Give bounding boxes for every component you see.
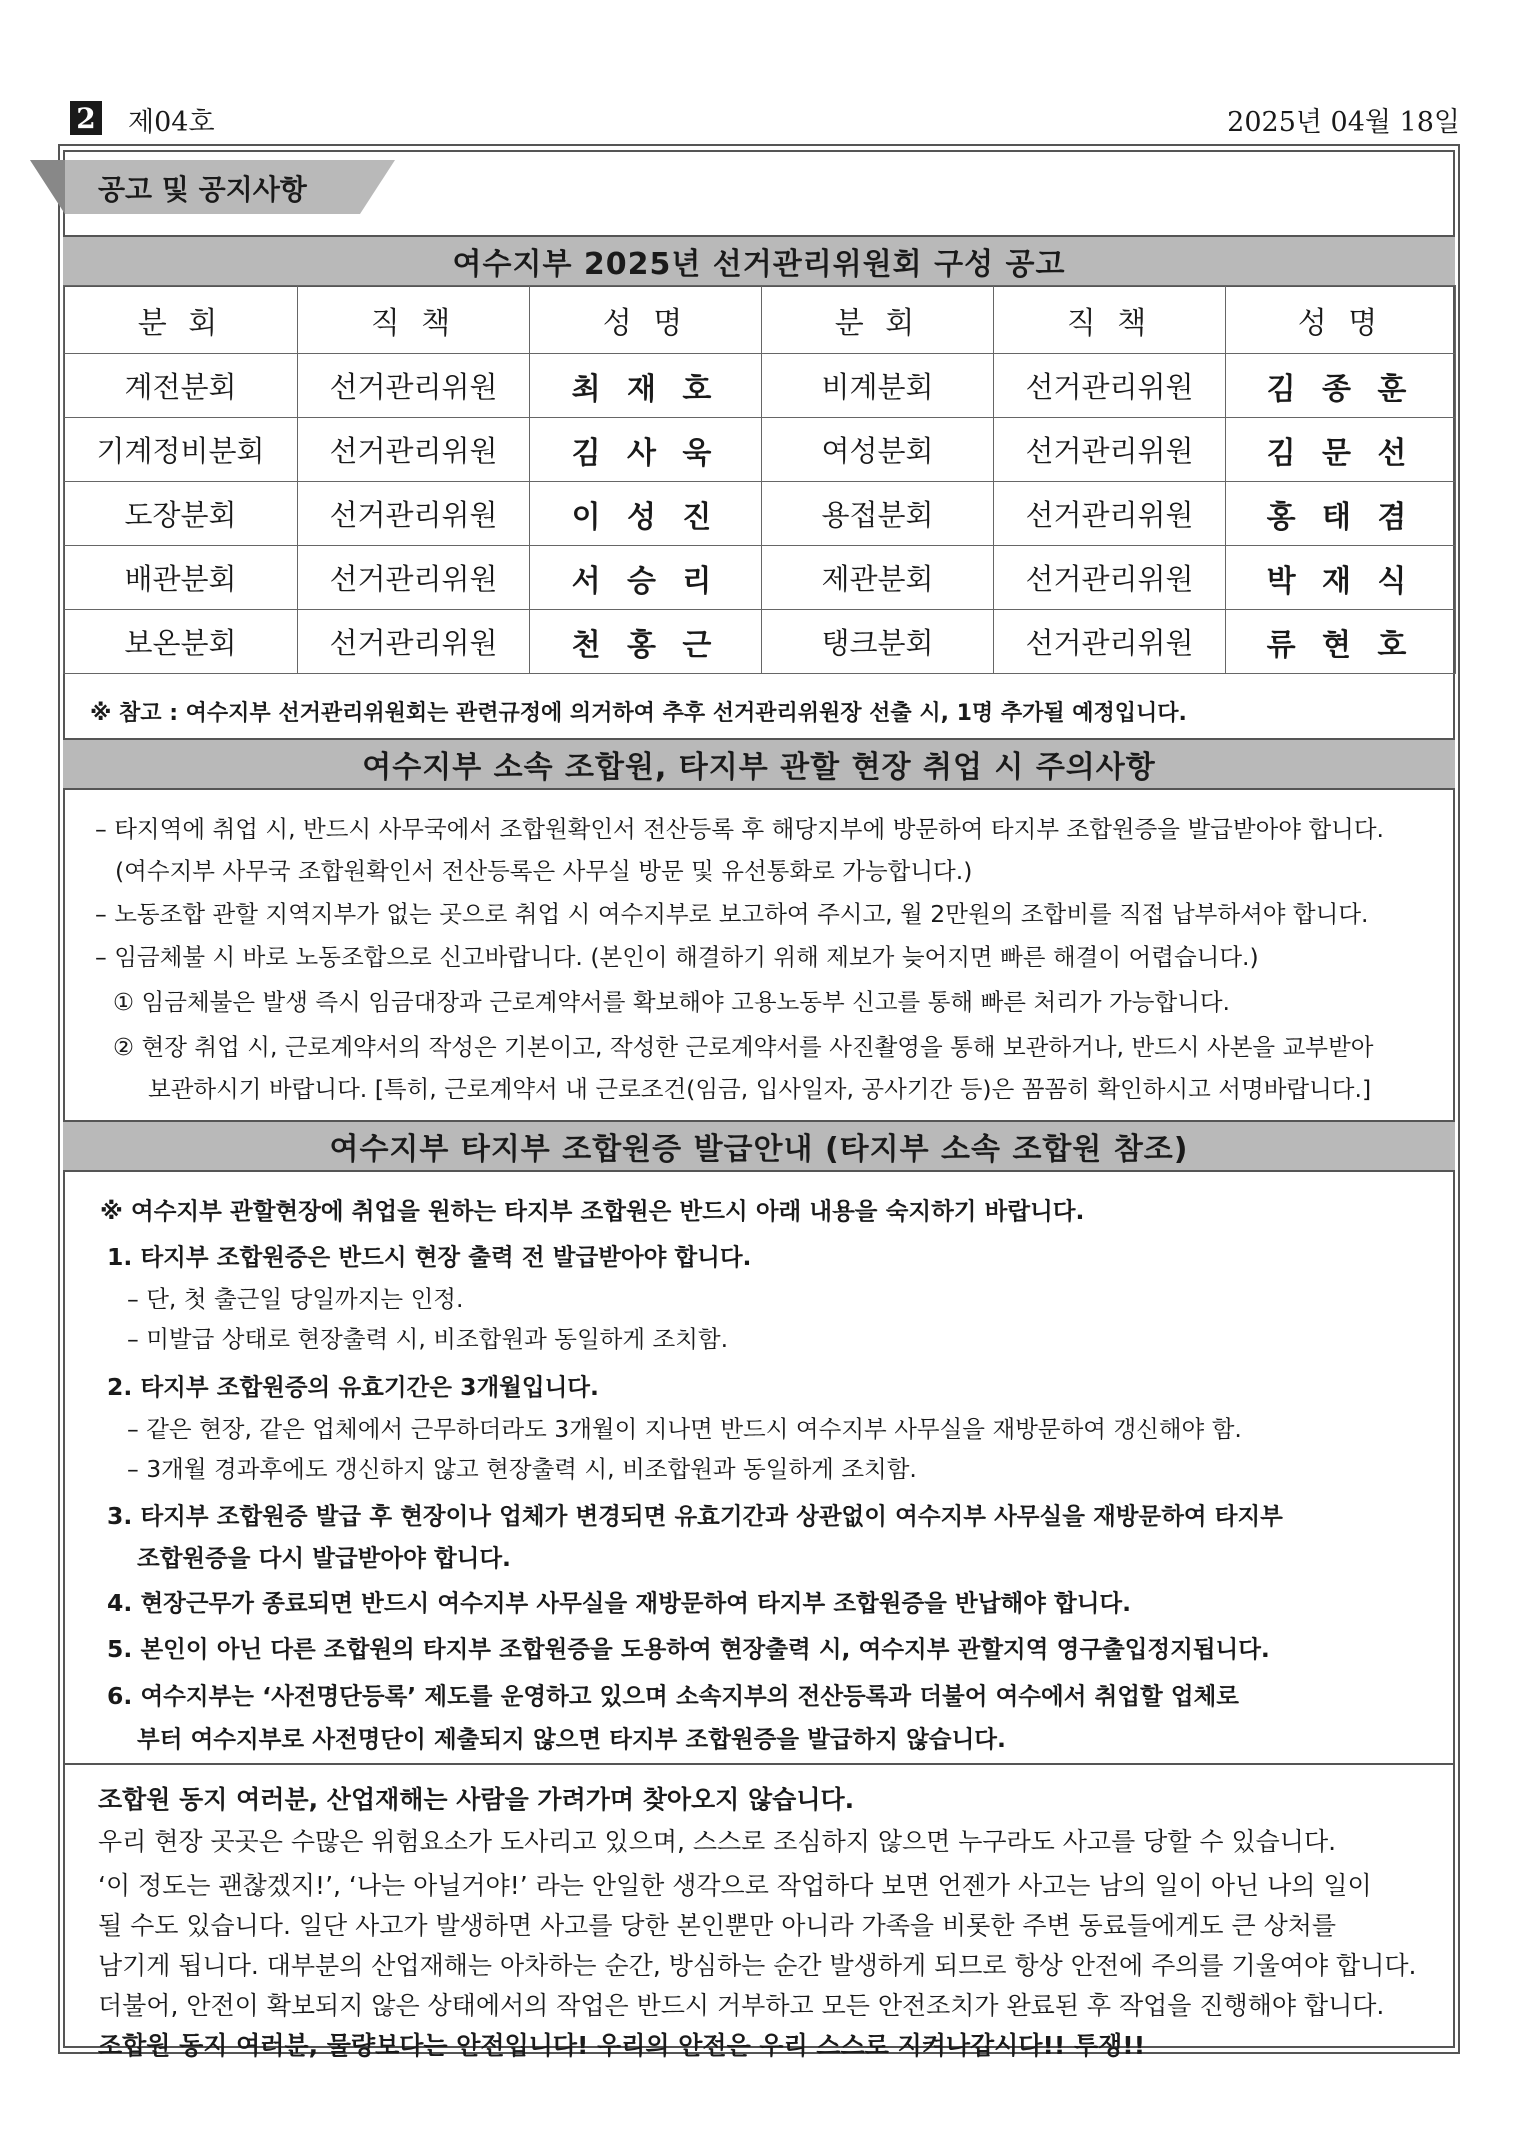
guide-line: – 단, 첫 출근일 당일까지는 인정. (127, 1285, 464, 1313)
column-header: 성 명 (1226, 286, 1456, 354)
position-cell: 선거관리위원 (298, 546, 530, 610)
caution-line: (여수지부 사무국 조합원확인서 전산등록은 사무실 방문 및 유선통화로 가능합니다.) (115, 857, 973, 885)
branch-cell: 계전분회 (64, 354, 298, 418)
branch-cell: 제관분회 (762, 546, 994, 610)
name-cell: 김 사 욱 (530, 418, 762, 482)
election-committee-title: 여수지부 2025년 선거관리위원회 구성 공고 (63, 235, 1455, 287)
table-row (64, 482, 1456, 546)
column-header: 성 명 (530, 286, 762, 354)
guide-line: 6. 여수지부는 ‘사전명단등록’ 제도를 운영하고 있으며 소속지부의 전산등록과 더불어 여수에서 취업할 업체로 (107, 1682, 1239, 1710)
position-cell: 선거관리위원 (298, 418, 530, 482)
guide-line: ※ 여수지부 관할현장에 취업을 원하는 타지부 조합원은 반드시 아래 내용을 숙지하기 바랍니다. (100, 1197, 1085, 1225)
issue-number: 제04호 (128, 107, 215, 138)
guide-line: 2. 타지부 조합원증의 유효기간은 3개월입니다. (107, 1373, 599, 1401)
guide-line: 4. 현장근무가 종료되면 반드시 여수지부 사무실을 재방문하여 타지부 조합원증을 반납해야 합니다. (107, 1589, 1132, 1617)
name-cell: 김 종 훈 (1226, 354, 1456, 418)
name-cell: 이 성 진 (530, 482, 762, 546)
position-cell: 선거관리위원 (298, 610, 530, 674)
position-cell: 선거관리위원 (994, 418, 1226, 482)
caution-line: – 임금체불 시 바로 노동조합으로 신고바랍니다. (본인이 해결하기 위해 제보가 늦어지면 빠른 해결이 어렵습니다.) (95, 943, 1259, 971)
closing-line: 우리 현장 곳곳은 수많은 위험요소가 도사리고 있으며, 스스로 조심하지 않으면 누구라도 사고를 당할 수 있습니다. (98, 1827, 1337, 1856)
column-header: 분 회 (762, 286, 994, 354)
branch-cell: 탱크분회 (762, 610, 994, 674)
section-divider (63, 1763, 1455, 1765)
caution-line: ① 임금체불은 발생 즉시 임금대장과 근로계약서를 확보해야 고용노동부 신고를 통해 빠른 처리가 가능합니다. (113, 988, 1231, 1016)
name-cell: 천 홍 근 (530, 610, 762, 674)
guide-line: – 같은 현장, 같은 업체에서 근무하더라도 3개월이 지나면 반드시 여수지부 사무실을 재방문하여 갱신해야 함. (127, 1415, 1242, 1443)
table-row (64, 354, 1456, 418)
name-cell: 서 승 리 (530, 546, 762, 610)
closing-line: 조합원 동지 여러분, 산업재해는 사람을 가려가며 찾아오지 않습니다. (98, 1785, 855, 1814)
caution-line: ② 현장 취업 시, 근로계약서의 작성은 기본이고, 작성한 근로계약서를 사진촬영을 통해 보관하거나, 반드시 사본을 교부받아 (113, 1033, 1374, 1061)
branch-cell: 기계정비분회 (64, 418, 298, 482)
caution-title: 여수지부 소속 조합원, 타지부 관할 현장 취업 시 주의사항 (63, 738, 1455, 790)
section-tab-label: 공고 및 공지사항 (98, 173, 307, 206)
branch-cell: 보온분회 (64, 610, 298, 674)
guide-line: 5. 본인이 아닌 다른 조합원의 타지부 조합원증을 도용하여 현장출력 시, 여수지부 관할지역 영구출입정지됩니다. (107, 1635, 1270, 1663)
guide-line: 부터 여수지부로 사전명단이 제출되지 않으면 타지부 조합원증을 발급하지 않습니다. (137, 1725, 1006, 1753)
position-cell: 선거관리위원 (994, 354, 1226, 418)
closing-line: 남기게 됩니다. 대부분의 산업재해는 아차하는 순간, 방심하는 순간 발생하게 되므로 항상 안전에 주의를 기울여야 합니다. (98, 1951, 1417, 1980)
table-row (64, 418, 1456, 482)
closing-line: 더불어, 안전이 확보되지 않은 상태에서의 작업은 반드시 거부하고 모든 안전조치가 완료된 후 작업을 진행해야 합니다. (98, 1991, 1385, 2020)
closing-line: 조합원 동지 여러분, 물량보다는 안전입니다! 우리의 안전은 우리 스스로 지켜나갑시다!! 투쟁!! (98, 2031, 1146, 2060)
publish-date: 2025년 04월 18일 (1227, 107, 1460, 138)
position-cell: 선거관리위원 (298, 482, 530, 546)
branch-cell: 도장분회 (64, 482, 298, 546)
position-cell: 선거관리위원 (994, 610, 1226, 674)
branch-cell: 여성분회 (762, 418, 994, 482)
guide-line: 1. 타지부 조합원증은 반드시 현장 출력 전 발급받아야 합니다. (107, 1243, 752, 1271)
election-committee-table (63, 285, 1456, 674)
caution-line: 보관하시기 바랍니다. [특히, 근로계약서 내 근로조건(임금, 입사일자, 공사기간 등)은 꼼꼼히 확인하시고 서명바랍니다.] (148, 1075, 1372, 1103)
guide-line: – 미발급 상태로 현장출력 시, 비조합원과 동일하게 조치함. (127, 1325, 729, 1353)
name-cell: 김 문 선 (1226, 418, 1456, 482)
branch-cell: 배관분회 (64, 546, 298, 610)
table-row (64, 546, 1456, 610)
guide-line: – 3개월 경과후에도 갱신하지 않고 현장출력 시, 비조합원과 동일하게 조치함. (127, 1455, 917, 1483)
closing-line: 될 수도 있습니다. 일단 사고가 발생하면 사고를 당한 본인뿐만 아니라 가족을 비롯한 주변 동료들에게도 큰 상처를 (98, 1911, 1337, 1940)
committee-note: ※ 참고 : 여수지부 선거관리위원회는 관련규정에 의거하여 추후 선거관리위원장 선출 시, 1명 추가될 예정입니다. (90, 701, 1187, 726)
branch-cell: 용접분회 (762, 482, 994, 546)
guide-line: 조합원증을 다시 발급받아야 합니다. (137, 1544, 511, 1572)
guide-line: 3. 타지부 조합원증 발급 후 현장이나 업체가 변경되면 유효기간과 상관없이 여수지부 사무실을 재방문하여 타지부 (107, 1502, 1283, 1530)
page-number: 2 (70, 101, 102, 135)
name-cell: 최 재 호 (530, 354, 762, 418)
caution-line: – 노동조합 관할 지역지부가 없는 곳으로 취업 시 여수지부로 보고하여 주시고, 월 2만원의 조합비를 직접 납부하셔야 합니다. (95, 900, 1369, 928)
table-header-row (64, 286, 1456, 354)
name-cell: 박 재 식 (1226, 546, 1456, 610)
position-cell: 선거관리위원 (994, 546, 1226, 610)
name-cell: 류 현 호 (1226, 610, 1456, 674)
name-cell: 홍 태 겸 (1226, 482, 1456, 546)
card-guide-title: 여수지부 타지부 조합원증 발급안내 (타지부 소속 조합원 참조) (63, 1120, 1455, 1172)
column-header: 직 책 (994, 286, 1226, 354)
column-header: 분 회 (64, 286, 298, 354)
branch-cell: 비계분회 (762, 354, 994, 418)
table-row (64, 610, 1456, 674)
closing-line: ‘이 정도는 괜찮겠지!’, ‘나는 아닐거야!’ 라는 안일한 생각으로 작업하다 보면 언젠가 사고는 남의 일이 아닌 나의 일이 (98, 1871, 1372, 1900)
position-cell: 선거관리위원 (298, 354, 530, 418)
position-cell: 선거관리위원 (994, 482, 1226, 546)
column-header: 직 책 (298, 286, 530, 354)
caution-line: – 타지역에 취업 시, 반드시 사무국에서 조합원확인서 전산등록 후 해당지부에 방문하여 타지부 조합원증을 발급받아야 합니다. (95, 815, 1385, 843)
